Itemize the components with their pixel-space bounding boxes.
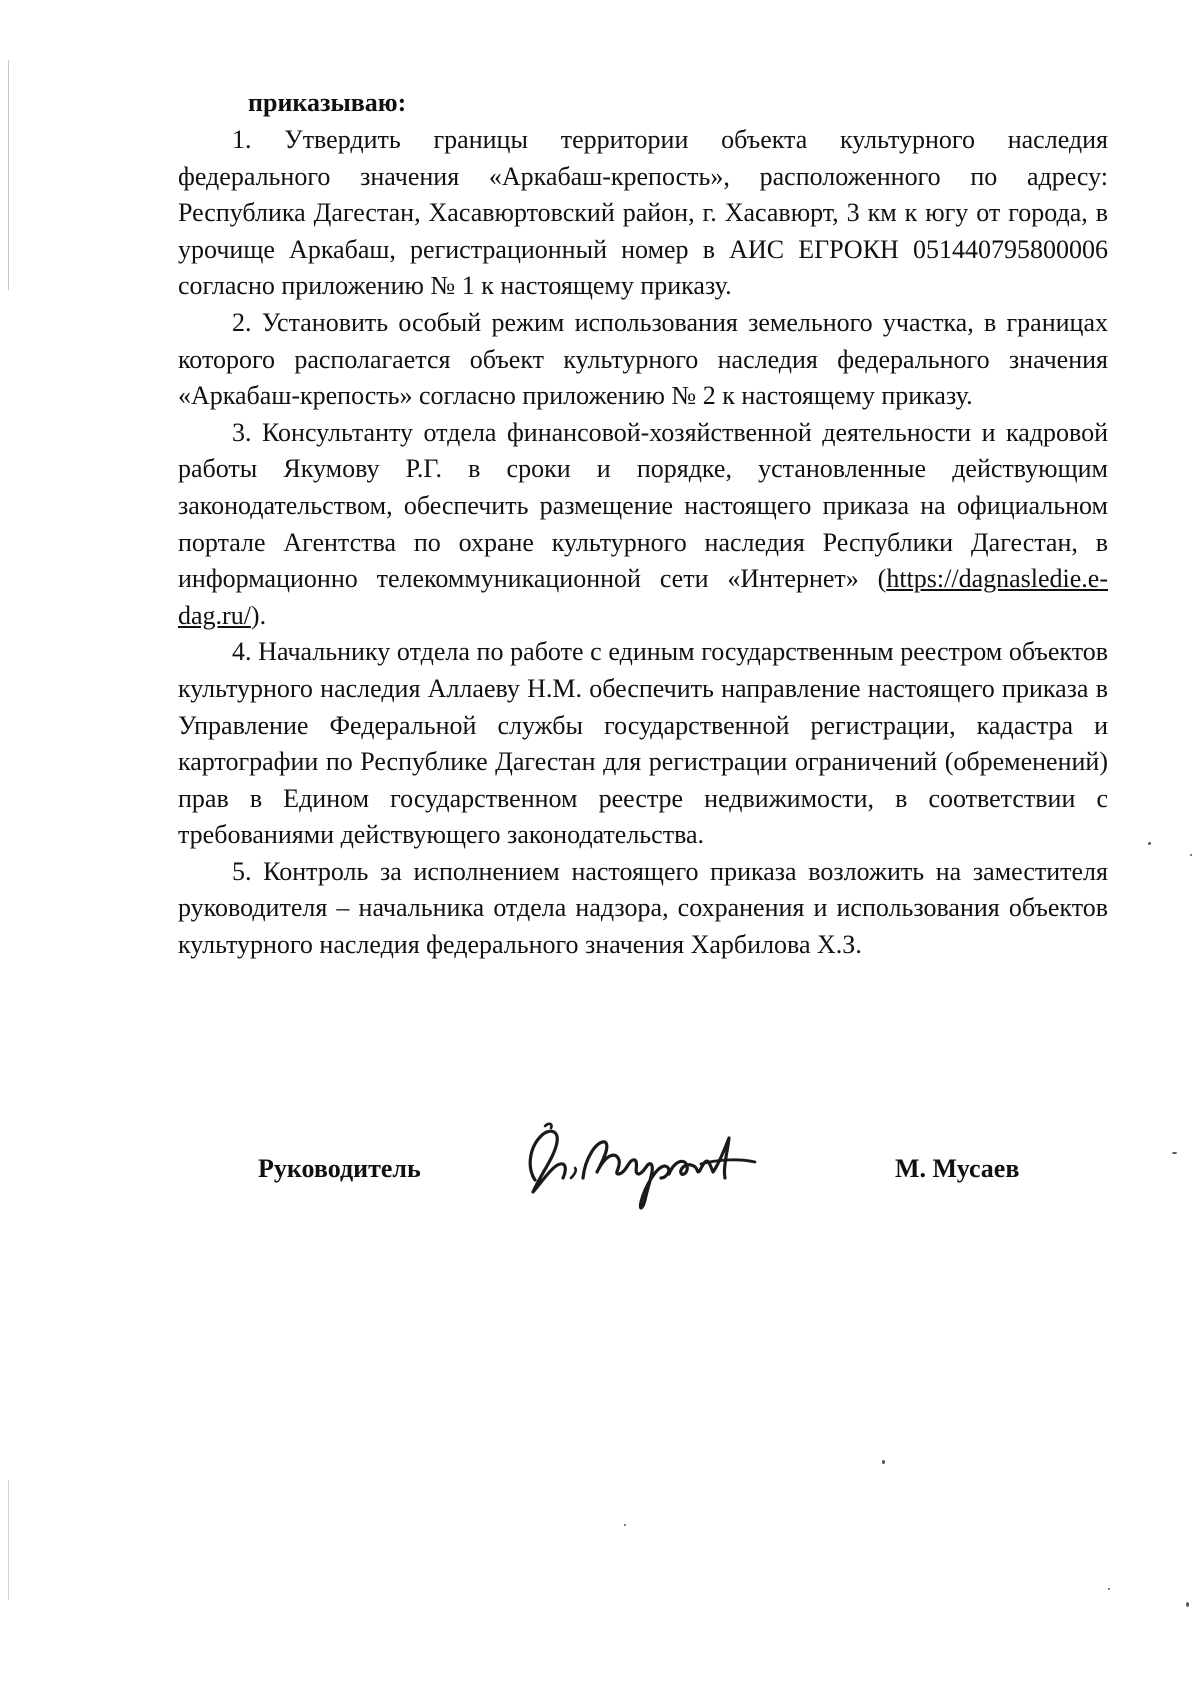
scan-speck [1108, 1588, 1110, 1590]
order-item-5: 5. Контроль за исполнением настоящего приказа возложить на заместителя руководителя – начальника отдела надзора, сохранения и использования объектов культурного наследия федерального значения Харбилова Х.З. [178, 856, 1108, 960]
signatory-name: М. Мусаев [895, 1154, 1020, 1183]
scan-edge-line [8, 60, 9, 290]
order-item-4: 4. Начальнику отдела по работе с единым государственным реестром объектов культурного наследия Аллаеву Н.М. обеспечить направление настоящего приказа в Управление Федеральной службы государственной регистрации, кадастра и картографии по Республике Дагестан для регистрации ограничений (обременений) прав в Едином государственном реестре недвижимости, в соответствии с требованиями действующего законодательства. [178, 637, 1108, 850]
scan-speck [1172, 1152, 1177, 1154]
order-item-1: 1. Утвердить границы территории объекта культурного наследия федерального значения «Аркабаш-крепость», расположенного по адресу: Республика Дагестан, Хасавюртовский район, г. Хасавюрт, 3 км к югу от города, в урочище Аркабаш, регистрационный номер в АИС ЕГРОКН 051440795800006 согласно приложению № 1 к настоящему приказу. [178, 125, 1108, 301]
scan-speck [1186, 1602, 1189, 1607]
portal-link[interactable]: https://dagnasledie.e-dag.ru/ [178, 564, 1108, 630]
scan-speck [1190, 854, 1192, 856]
order-item-3-text: 3. Консультанту отдела финансовой-хозяйственной деятельности и кадровой работы Якумову Р.Г. в сроки и порядке, установленные действующим законодательством, обеспечить размещение настоящего приказа на официальном портале Агентства по охране культурного наследия Республики Дагестан, в информационно телекоммуникационной сети «Интернет» ( [178, 417, 1108, 594]
order-body [178, 122, 1108, 964]
handwritten-signature-icon [505, 1108, 775, 1218]
scan-speck [624, 1524, 626, 1526]
order-item-3-tail: ). [250, 600, 267, 630]
order-heading: приказываю: [248, 88, 407, 117]
signatory-role: Руководитель [258, 1154, 421, 1183]
order-item-3 [178, 415, 1108, 635]
order-item-2: 2. Установить особый режим использования земельного участка, в границах которого располагается объект культурного наследия федерального значения «Аркабаш-крепость» согласно приложению № 2 к настоящему приказу. [178, 307, 1108, 411]
scan-speck [882, 1460, 885, 1464]
scan-edge-line-lower [8, 1480, 9, 1600]
scan-speck [1148, 842, 1151, 845]
